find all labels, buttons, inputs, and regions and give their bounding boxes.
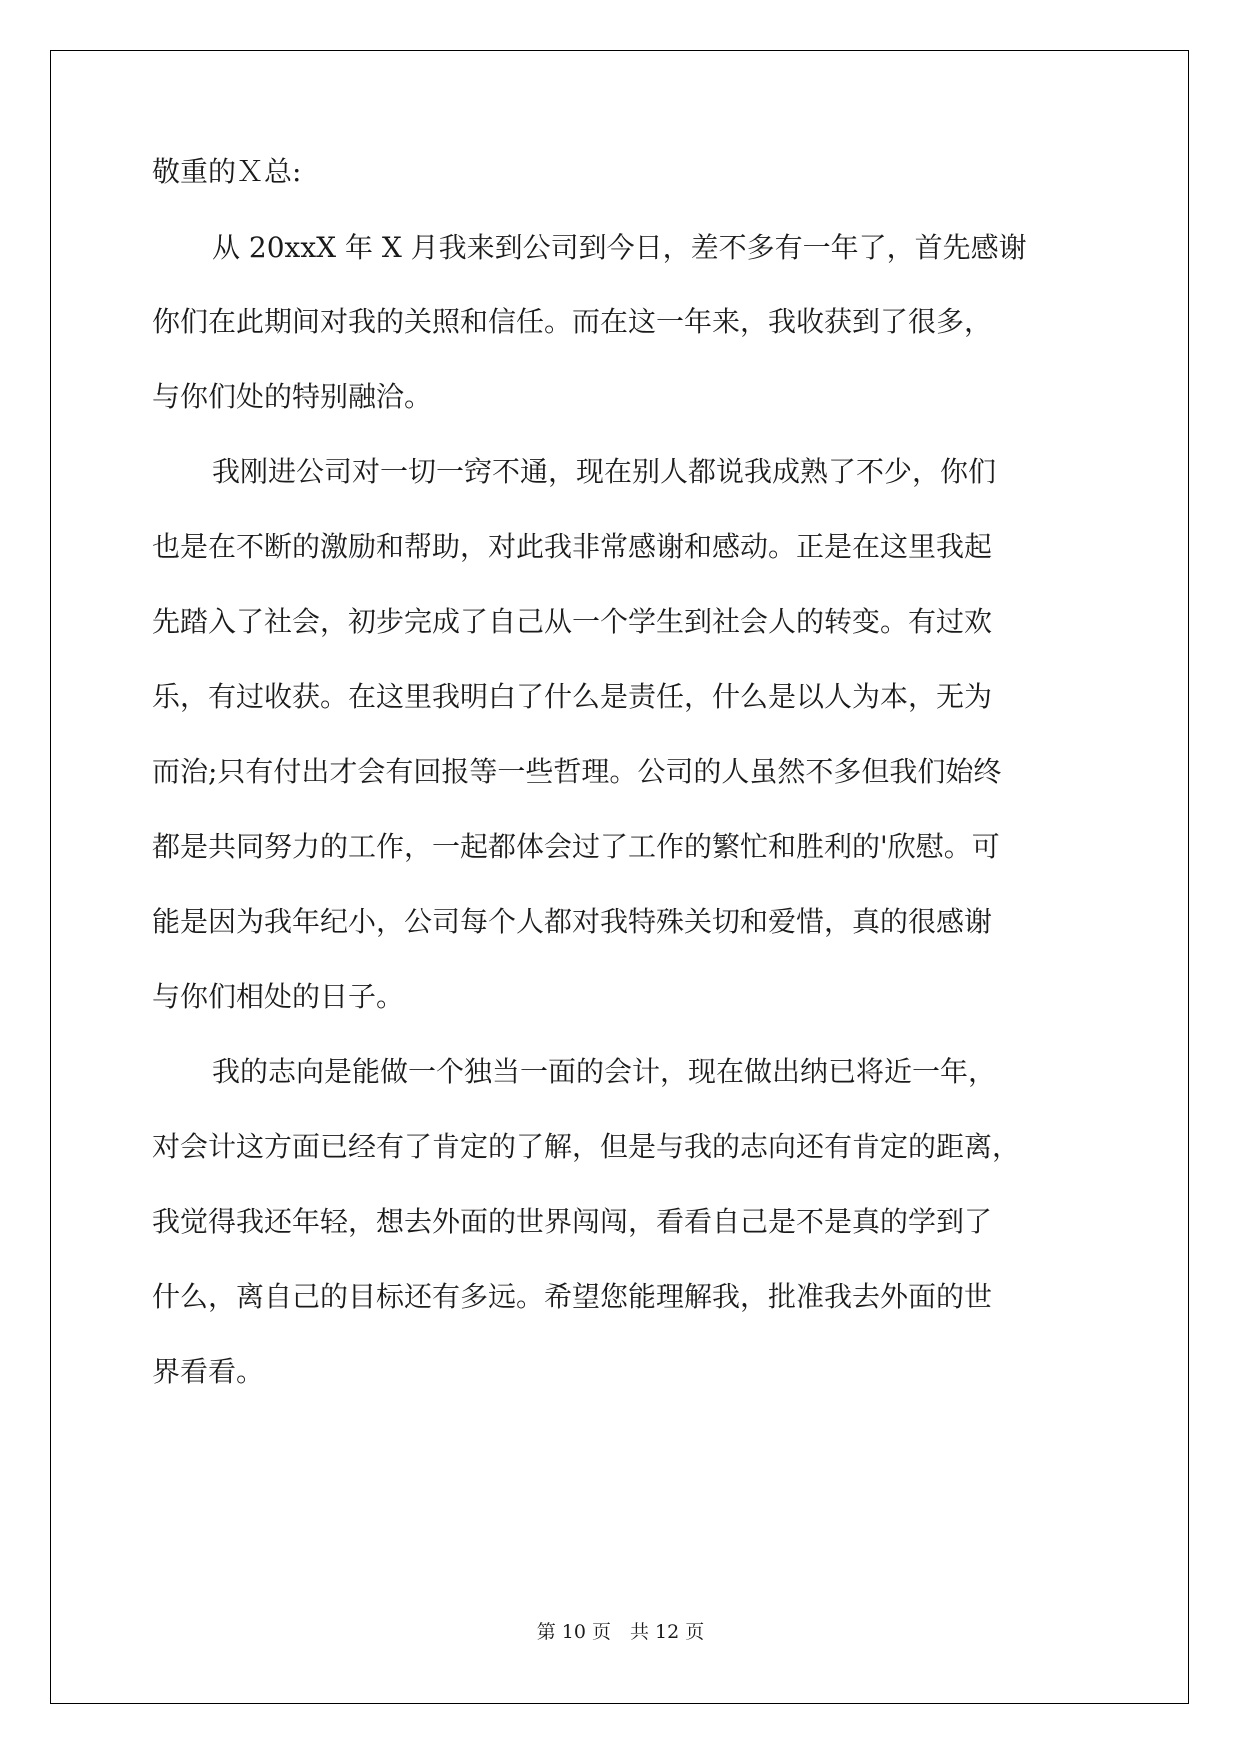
paragraph-1-line-1: 从 20xxX 年 X 月我来到公司到今日，差不多有一年了，首先感谢	[212, 231, 1027, 264]
paragraph-2-line-8: 与你们相处的日子。	[152, 980, 405, 1013]
paragraph-2-line-1: 我刚进公司对一切一窍不通，现在别人都说我成熟了不少，你们	[212, 455, 997, 488]
page-number-footer: 第 10 页 共 12 页	[536, 1621, 705, 1643]
paragraph-2-line-7: 能是因为我年纪小，公司每个人都对我特殊关切和爱惜，真的很感谢	[152, 905, 993, 938]
paragraph-2-line-5: 而治;只有付出才会有回报等一些哲理。公司的人虽然不多但我们始终	[152, 755, 1002, 788]
paragraph-2-line-4: 乐，有过收获。在这里我明白了什么是责任，什么是以人为本，无为	[152, 680, 993, 713]
paragraph-3-line-3: 我觉得我还年轻，想去外面的世界闯闯，看看自己是不是真的学到了	[152, 1205, 993, 1238]
paragraph-2-line-6: 都是共同努力的工作，一起都体会过了工作的繁忙和胜利的'欣慰。可	[152, 830, 1000, 863]
greeting: 敬重的Ｘ总:	[152, 155, 302, 188]
paragraph-2-line-2: 也是在不断的激励和帮助，对此我非常感谢和感动。正是在这里我起	[152, 530, 993, 563]
paragraph-3-line-1: 我的志向是能做一个独当一面的会计，现在做出纳已将近一年，	[212, 1055, 997, 1088]
paragraph-1-line-3: 与你们处的特别融洽。	[152, 380, 433, 413]
paragraph-1-line-2: 你们在此期间对我的关照和信任。而在这一年来，我收获到了很多，	[152, 305, 993, 338]
paragraph-3-line-4: 什么，离自己的目标还有多远。希望您能理解我，批准我去外面的世	[152, 1280, 993, 1313]
paragraph-2-line-3: 先踏入了社会，初步完成了自己从一个学生到社会人的转变。有过欢	[152, 605, 993, 638]
paragraph-3-line-2: 对会计这方面已经有了肯定的了解，但是与我的志向还有肯定的距离，	[152, 1130, 1021, 1163]
paragraph-3-line-5: 界看看。	[152, 1355, 265, 1388]
page-border	[50, 50, 1189, 1704]
